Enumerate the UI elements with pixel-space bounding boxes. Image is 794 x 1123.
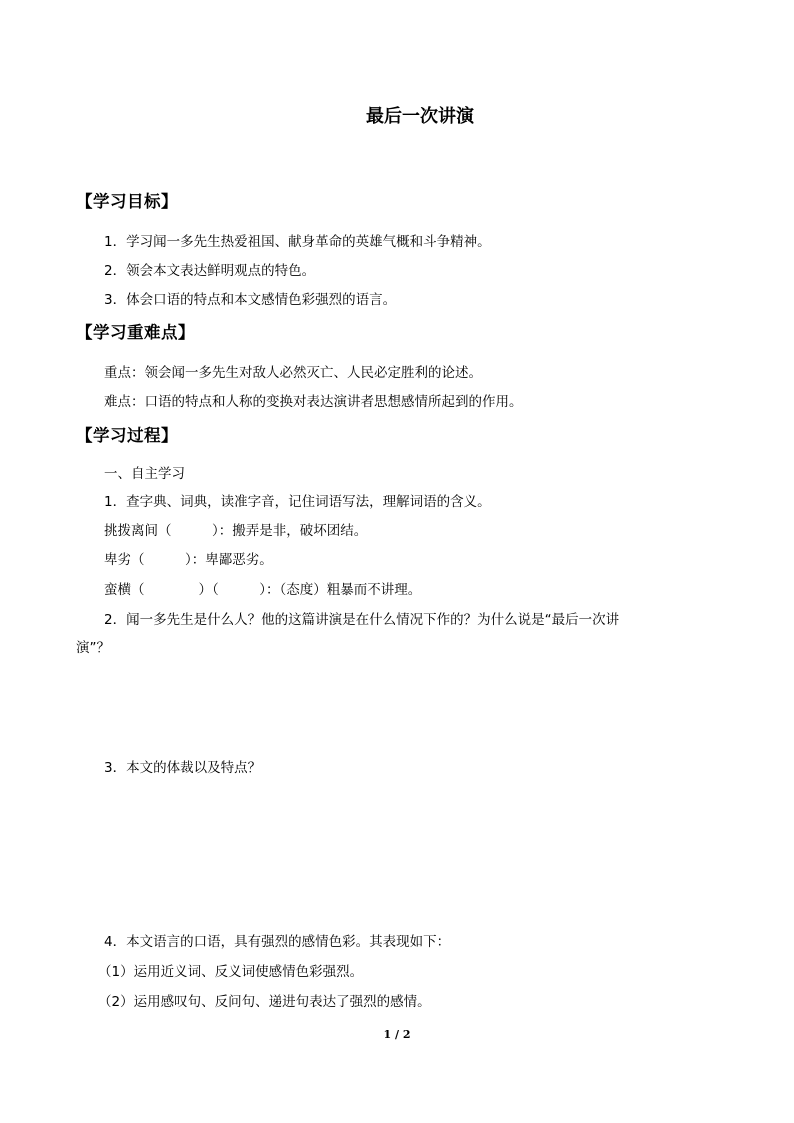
- question-2: 2．闻一多先生是什么人？他的这篇讲演是在什么情况下作的？为什么说是“最后一次讲: [104, 612, 620, 628]
- section-heading-process: 【学习过程】: [76, 426, 178, 445]
- vocab-item: 挑拨离间（ ）：搬弄是非，破坏团结。: [104, 523, 368, 539]
- question-4-item: （1）运用近义词、反义词使感情色彩强烈。: [98, 964, 364, 980]
- vocab-item: 蛮横（ ）（ ）：（态度）粗暴而不讲理。: [104, 582, 422, 598]
- section-heading-goals: 【学习目标】: [76, 192, 178, 211]
- key-point-item: 重点：领会闻一多先生对敌人必然灭亡、人民必定胜利的论述。: [104, 365, 482, 381]
- goal-item: 1．学习闻一多先生热爱祖国、献身革命的英雄气概和斗争精神。: [104, 234, 491, 250]
- vocab-item: 卑劣（ ）：卑鄙恶劣。: [104, 552, 273, 568]
- goal-item: 2．领会本文表达鲜明观点的特色。: [104, 263, 316, 279]
- document-title: 最后一次讲演: [366, 106, 474, 127]
- question-1: 1．查字典、词典，读准字音，记住词语写法，理解词语的含义。: [104, 494, 491, 510]
- page-number: 1 / 2: [383, 1028, 411, 1041]
- goal-item: 3．体会口语的特点和本文感情色彩强烈的语言。: [104, 292, 397, 308]
- question-4: 4．本文语言的口语，具有强烈的感情色彩。其表现如下：: [104, 934, 451, 950]
- section-heading-key-points: 【学习重难点】: [76, 323, 195, 342]
- part-heading: 一、自主学习: [104, 466, 185, 482]
- question-2-continued: 演”？: [76, 640, 110, 656]
- question-3: 3．本文的体裁以及特点？: [104, 760, 262, 776]
- difficulty-item: 难点：口语的特点和人称的变换对表达演讲者思想感情所起到的作用。: [104, 394, 523, 410]
- question-4-item: （2）运用感叹句、反问句、递进句表达了强烈的感情。: [98, 994, 431, 1010]
